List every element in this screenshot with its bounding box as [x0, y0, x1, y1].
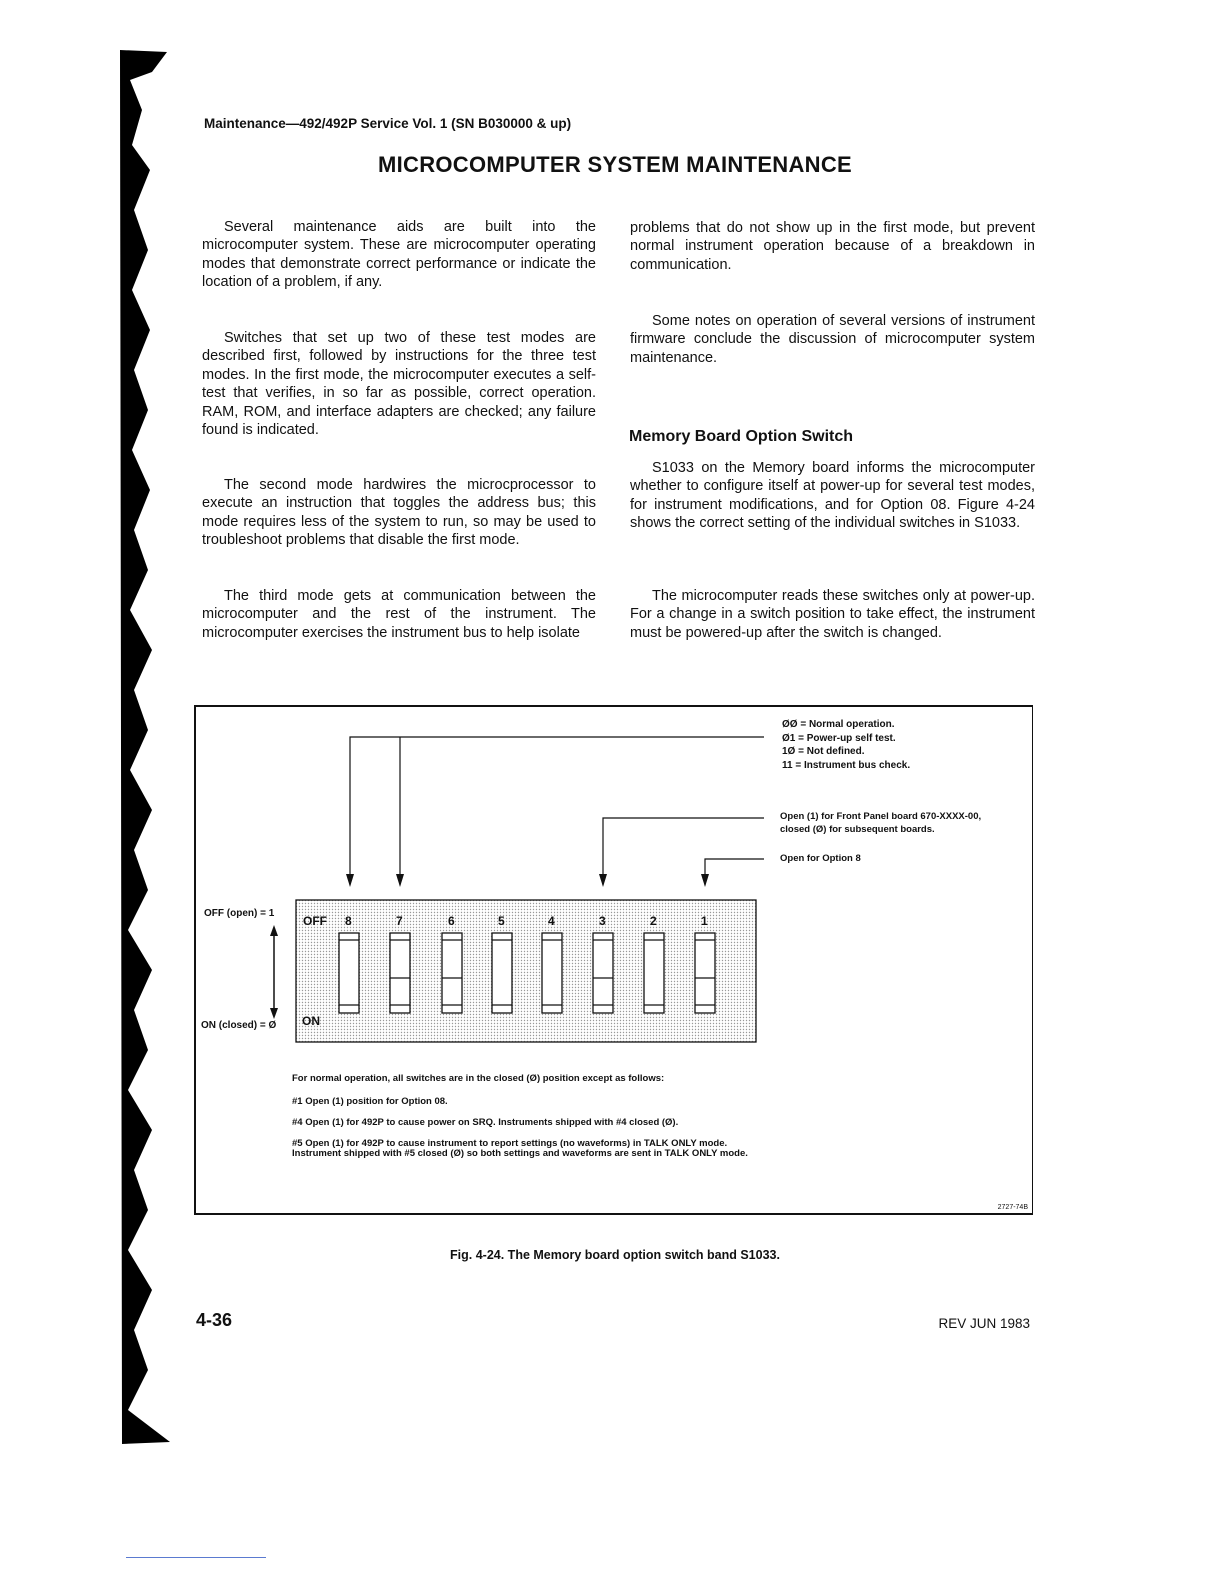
switch3-note-line: Open (1) for Front Panel board 670-XXXX-00, — [780, 811, 982, 822]
section-heading: Memory Board Option Switch — [629, 428, 854, 445]
switch-lever-6 — [442, 933, 462, 1013]
figure-note: For normal operation, all switches are in the closed (Ø) position except as follows: — [292, 1073, 665, 1084]
figure-note: #5 Open (1) for 492P to cause instrument to report settings (no waveforms) in TALK ONLY mode. Instrument shipped with #5 closed (Ø) so both settings and waveforms are sent in TALK ONLY mode. — [292, 1138, 748, 1159]
switch-bank — [296, 900, 756, 1042]
on-side-label: ON (closed) = Ø — [201, 1020, 277, 1031]
legend-line: 1Ø = Not defined. — [782, 746, 865, 757]
right-paragraph-2: Some notes on operation of several versions of instrument firmware conclude the discussion of microcomputer system maintenance. — [630, 313, 1035, 366]
mode-legend — [782, 718, 910, 772]
arrowheads — [346, 874, 709, 887]
switch-lever-7 — [390, 933, 410, 1013]
switch-lever-2 — [644, 933, 664, 1013]
switch-number: 2 — [650, 914, 657, 928]
page-title: MICROCOMPUTER SYSTEM MAINTENANCE — [377, 152, 853, 177]
figure-note: #1 Open (1) position for Option 08. — [292, 1096, 448, 1107]
leader-lines — [350, 737, 764, 874]
legend-line: ØØ = Normal operation. — [782, 719, 895, 730]
running-head: Maintenance—492/492P Service Vol. 1 (SN B030000 & up) — [204, 116, 572, 131]
scan-artifact-line — [126, 1557, 266, 1558]
right-paragraph-1: problems that do not show up in the first mode, but prevent normal instrument operation because of a breakdown in communication. — [630, 220, 1035, 273]
switch-number: 1 — [701, 914, 708, 928]
figure-id: 2727-74B — [997, 1204, 1028, 1211]
switch-number: 7 — [396, 914, 403, 928]
bank-on-label: ON — [302, 1014, 320, 1028]
binding-strip — [112, 50, 182, 1450]
right-paragraph-4: The microcomputer reads these switches only at power-up. For a change in a switch position to take effect, the instrument must be powered-up after the switch is changed. — [630, 588, 1035, 641]
left-paragraph-3: The second mode hardwires the microcprocessor to execute an instruction that toggles the address bus; this mode requires less of the system to run, so may be used to troubleshoot problems that disable the first mode. — [202, 477, 596, 549]
switch-number: 6 — [448, 914, 455, 928]
switch1-note: Open for Option 8 — [780, 853, 861, 864]
bank-off-label: OFF — [303, 914, 327, 928]
switch-lever-8 — [339, 933, 359, 1013]
page-number: 4-36 — [196, 1310, 233, 1330]
left-paragraph-2: Switches that set up two of these test modes are described first, followed by instructions for the three test modes. In the first mode, the microcomputer executes a self-test that verifies, in so far as possible, correct operation. RAM, ROM, and interface adapters are checked; any failure found is indicated. — [202, 330, 596, 439]
switch-lever-1 — [695, 933, 715, 1013]
switch-number: 4 — [548, 914, 555, 928]
switch-lever-4 — [542, 933, 562, 1013]
switch-figure — [194, 705, 1033, 1215]
switch-number: 8 — [345, 914, 352, 928]
figure-caption: Fig. 4-24. The Memory board option switch band S1033. — [450, 1248, 780, 1262]
legend-line: Ø1 = Power-up self test. — [782, 732, 896, 744]
switch-lever-3 — [593, 933, 613, 1013]
off-side-label: OFF (open) = 1 — [204, 908, 275, 919]
switch-number: 3 — [599, 914, 606, 928]
switch3-note-line: closed (Ø) for subsequent boards. — [780, 823, 935, 835]
right-paragraph-3: S1033 on the Memory board informs the microcomputer whether to configure itself at power-up for several test modes, for instrument modifications, and for Option 08. Figure 4-24 shows the correct setting of the individual switches in S1033. — [630, 460, 1035, 532]
left-paragraph-1: Several maintenance aids are built into the microcomputer system. These are microcomputer operating modes that demonstrate correct performance or indicate the location of a problem, if any. — [202, 219, 596, 291]
left-paragraph-4: The third mode gets at communication between the microcomputer and the rest of the instrument. The microcomputer exercises the instrument bus to help isolate — [202, 588, 596, 641]
switch3-note — [780, 811, 981, 836]
switch-number: 5 — [498, 914, 505, 928]
switch-lever-5 — [492, 933, 512, 1013]
direction-arrow — [270, 925, 278, 1019]
legend-line: 11 = Instrument bus check. — [782, 759, 911, 771]
figure-note: #4 Open (1) for 492P to cause power on SRQ. Instruments shipped with #4 closed (Ø). — [292, 1117, 679, 1128]
revision-date: REV JUN 1983 — [938, 1316, 1030, 1331]
